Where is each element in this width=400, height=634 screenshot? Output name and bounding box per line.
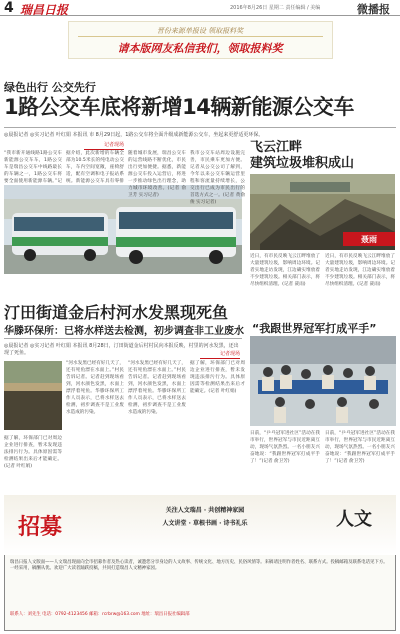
story1-col3: 随着城市发展，瑞昌公交车的运营线路不断优化，市民出行更加便捷。据悉，新能源公交车投入运营后，将进一步推动绿色出行理念，助力城市环境改善。(记者 俞卫芳 实习记者) — [128, 151, 186, 198]
ad-slogan-2: 人文讲堂 · 草根书画 · 诗书礼乐 — [162, 520, 248, 527]
banner-line-1: 晋份来源单报设 领取报料奖 — [156, 27, 244, 35]
newspaper-name: 瑞昌日报 — [20, 3, 69, 17]
story2-author-badge: 聂雨 — [343, 232, 395, 246]
pingpong-event-photo — [250, 336, 396, 426]
story1-col4: 我市公交车站周边设施完善，市民乘车更加方便。记者从公交公司了解到，今年以来公交车辆运营里程和客流量持续增长，公交出行已成为市民出行的首选方式之一。(记者 黄俞俊 实习记者) — [190, 151, 245, 205]
story4-text-a: 日前，“乒乓冠军进社区”活动在我市举行，世界冠军与市民近距离互动，现场气氛热烈。一名小朋友兴奋地说：“我跟世界冠军打成平手了！”(记者 俞卫芳) — [250, 431, 320, 464]
story1-headline: 1路公交车底将新增14辆新能源公交车 — [4, 95, 354, 119]
story4-headline: “我跟世界冠军打成平手” — [252, 322, 377, 335]
story1-col1: “我市新开通线路1路公交车新能源公交车车，1路公交车是瑞昌公交车中线路最长的车辆之一，1路公交车将要全面使用新能源车辆。”记 — [4, 151, 62, 184]
page-number: 4 — [4, 0, 14, 16]
section-title: 微播报 — [357, 3, 390, 16]
story3-headline: 汀田街道金后村河水发黑现死鱼 — [4, 303, 229, 322]
story4-text-b: 日前，“乒乓冠军进社区”活动在我市举行，世界冠军与市民近距离互动，现场气氛热烈。一名小朋友兴奋地说：“我跟世界冠军打成平手了！”(记者 俞卫芳) — [325, 431, 395, 464]
river-photo — [4, 361, 62, 430]
story2-text-b: 近日，有市民反映飞云江畔堆放了大量建筑垃圾，影响周边环境。记者实地走访发现，江边确实堆放着不少建筑垃圾。相关部门表示，将尽快组织清理。(记者 聂雨) — [325, 254, 395, 287]
story3-tag: 记者现场 — [200, 350, 240, 359]
issue-meta: 2016年8月26日 星期二 责任编辑 / 美编 — [230, 5, 321, 11]
banner-line-2: 请本版网友私信我们，领取报料奖 — [117, 42, 283, 55]
story2-text-a: 近日，有市民反映飞云江畔堆放了大量建筑垃圾，影响周边环境。记者实地走访发现，江边确实堆放着不少建筑垃圾。相关部门表示，将尽快组织清理。(记者 聂雨) — [250, 254, 320, 287]
story2-title-line2: 建筑垃圾堆积成山 — [250, 156, 355, 171]
story1-tag: 记者现场 — [84, 141, 124, 150]
story2-title-line1: 飞云江畔 — [250, 140, 303, 155]
ad-slogan-1: 关注人文瑞昌 · 共创精神家园 — [165, 507, 245, 514]
story3-col2: 据了解，环保部门已对周边企业进行排查，暂未发现违法排污行为。具体原因需等检测结果出来后才能确定。(记者 叶红娟) — [190, 361, 245, 394]
story3-col1b: “河水发黑已经有好几天了，还有死鱼漂在水面上。”村民告诉记者。记者赶到现场看到，河水颜色发黑，水面上漂浮着死鱼。华滕环保所工作人员表示，已将水样送去检测，初步调查不是工业废水造成的污染。 — [128, 361, 186, 415]
banner-divider — [78, 36, 323, 37]
ad-renwen-title: 人文 — [336, 509, 372, 530]
ad-recruit-title: 招募 — [18, 514, 63, 540]
story3-subhead: 华滕环保所：已将水样送去检测，初步调查非工业废水 — [4, 326, 244, 337]
ad-body: 瑞昌日报人文版面——人文瑞昌现面向全市招募作者及热心读者，诚邀您分享身边的人文故事、传统文化、地方历史、民俗风情等。来稿请注明作者姓名、联系方式。投稿邮箱及联系电话见下方。一经采用，稿酬从优。欢迎广大读者踊跃投稿，共同打造瑞昌人文精神家园。 — [10, 560, 388, 572]
story3-byline: ◎晨报记者 ◎实习记者 叶红娟 本报讯 8月28日，汀田街道金后村村民向本报反映，村里的河水发黑，还出现了死鱼。 — [4, 338, 242, 356]
ad-contact: 联系人：刘先生 电话：0792-4123456 邮箱：rcrbrw@163.com 地址：瑞昌日报社编辑部 — [10, 612, 190, 617]
story3-col1: “河水发黑已经有好几天了，还有死鱼漂在水面上。”村民告诉记者。记者赶到现场看到，河水颜色发黑，水面上漂浮着死鱼。华滕环保所工作人员表示，已将水样送去检测，初步调查不是工业废水造成的污染。 — [66, 361, 124, 415]
story1-col2: 据介绍，此次新增的车辆全部为10.5米长的纯电动公交车，车内空间宽敞，座椅舒适，配有空调和电子报站系统。新能源公交车具有零排 — [66, 151, 124, 184]
story1-byline: ◎晨报记者 ◎实习记者 叶红娟 本报讯 市 8月29日起，1路公交车将全面升级成新能源公交车，坐起来更舒适更环保。 — [4, 127, 396, 138]
story1-kicker: 绿色出行 公交先行 — [4, 81, 96, 94]
story3-col2b: 据了解，环保部门已对周边企业进行排查，暂未发现违法排污行为。具体原因需等检测结果出来后才能确定。(记者 叶红娟) — [4, 436, 62, 469]
